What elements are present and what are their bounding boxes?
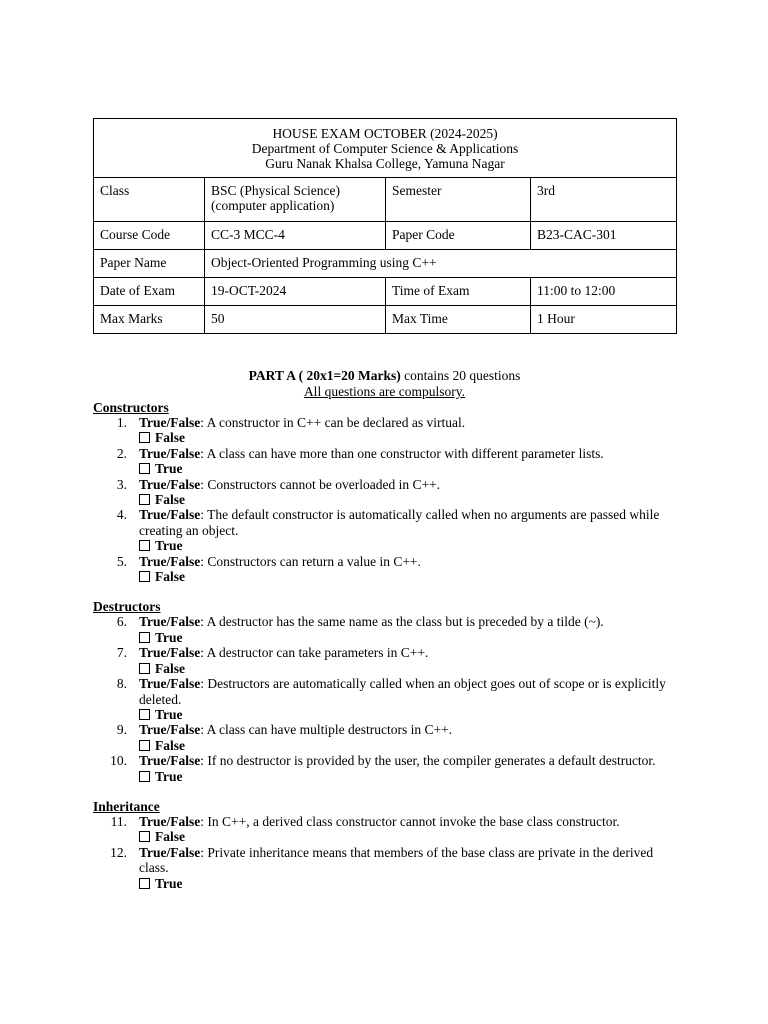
answer-value: False bbox=[155, 737, 185, 753]
question-number: 4. bbox=[116, 507, 127, 523]
checkbox-icon bbox=[139, 432, 150, 443]
question-item bbox=[93, 507, 676, 553]
question-text: : The default constructor is automatically called when no arguments are passed while creating an object. bbox=[139, 507, 660, 538]
question-item bbox=[93, 554, 676, 585]
section-inheritance bbox=[93, 799, 676, 891]
true-false-label: True/False bbox=[139, 553, 201, 569]
questions-area bbox=[93, 400, 676, 891]
section-title: Constructors bbox=[93, 400, 169, 415]
question-item bbox=[93, 446, 676, 477]
paper-name-label: Paper Name bbox=[94, 250, 205, 278]
date-value: 19-OCT-2024 bbox=[205, 278, 386, 306]
answer-value: False bbox=[155, 829, 185, 845]
section-gap bbox=[93, 584, 676, 599]
question-item bbox=[93, 753, 676, 784]
question-number: 2. bbox=[116, 445, 127, 461]
true-false-label: True/False bbox=[139, 415, 201, 430]
answer-value: True bbox=[155, 706, 183, 722]
question-item bbox=[93, 814, 676, 845]
course-code-value: CC-3 MCC-4 bbox=[205, 222, 386, 250]
question-number: 10. bbox=[110, 753, 127, 769]
answer-value: True bbox=[155, 875, 183, 891]
exam-info-table bbox=[93, 118, 677, 334]
answer-line bbox=[139, 876, 676, 891]
answer-value: False bbox=[155, 492, 185, 508]
part-a-heading bbox=[93, 368, 676, 400]
answer-line bbox=[139, 569, 676, 584]
question-number: 1. bbox=[116, 415, 127, 430]
answer-line bbox=[139, 492, 676, 507]
question-number: 7. bbox=[116, 645, 127, 661]
max-time-label: Max Time bbox=[386, 306, 531, 334]
answer-line bbox=[139, 430, 676, 445]
checkbox-icon bbox=[139, 831, 150, 842]
true-false-label: True/False bbox=[139, 844, 201, 860]
class-value bbox=[205, 178, 386, 222]
question-number: 3. bbox=[116, 476, 127, 492]
true-false-label: True/False bbox=[139, 507, 201, 523]
answer-value: False bbox=[155, 569, 185, 585]
exam-title: HOUSE EXAM OCTOBER (2024-2025) bbox=[272, 126, 498, 141]
question-number: 8. bbox=[116, 676, 127, 692]
question-item bbox=[93, 477, 676, 508]
department-name: Department of Computer Science & Applications bbox=[251, 141, 519, 156]
part-a-title-bold: PART A ( 20x1=20 Marks) bbox=[248, 368, 401, 383]
semester-value: 3rd bbox=[531, 178, 677, 222]
exam-header bbox=[94, 119, 677, 178]
part-a-title-rest: contains 20 questions bbox=[400, 368, 521, 383]
checkbox-icon bbox=[139, 771, 150, 782]
true-false-label: True/False bbox=[139, 476, 201, 492]
checkbox-icon bbox=[139, 463, 150, 474]
checkbox-icon bbox=[139, 632, 150, 643]
answer-value: True bbox=[155, 629, 183, 645]
paper-code-label: Paper Code bbox=[386, 222, 531, 250]
question-text: : A destructor has the same name as the class but is preceded by a tilde (~). bbox=[200, 614, 604, 630]
true-false-label: True/False bbox=[139, 645, 201, 661]
question-number: 12. bbox=[110, 844, 127, 860]
semester-label: Semester bbox=[386, 178, 531, 222]
section-title: Inheritance bbox=[93, 798, 160, 814]
question-text: : Private inheritance means that members of the base class are private in the derived class. bbox=[139, 844, 654, 876]
checkbox-icon bbox=[139, 709, 150, 720]
answer-value: False bbox=[155, 660, 185, 676]
time-value: 11:00 to 12:00 bbox=[531, 278, 677, 306]
question-text: : In C++, a derived class constructor cannot invoke the base class constructor. bbox=[200, 813, 620, 829]
question-text: : A class can have multiple destructors in C++. bbox=[200, 722, 453, 738]
answer-value: False bbox=[155, 430, 185, 446]
question-text: : Destructors are automatically called when an object goes out of scope or is explicitly deleted. bbox=[139, 676, 666, 707]
question-number: 9. bbox=[116, 722, 127, 738]
question-text: : Constructors cannot be overloaded in C++. bbox=[200, 476, 441, 492]
question-item bbox=[93, 614, 676, 645]
answer-value: True bbox=[155, 768, 183, 784]
max-time-value: 1 Hour bbox=[531, 306, 677, 334]
true-false-label: True/False bbox=[139, 614, 201, 630]
true-false-label: True/False bbox=[139, 722, 201, 738]
answer-line bbox=[139, 829, 676, 844]
question-number: 11. bbox=[110, 813, 127, 829]
checkbox-icon bbox=[139, 494, 150, 505]
part-a-subtitle: All questions are compulsory. bbox=[303, 384, 466, 399]
answer-line bbox=[139, 738, 676, 753]
true-false-label: True/False bbox=[139, 813, 201, 829]
answer-line bbox=[139, 769, 676, 784]
section-constructors bbox=[93, 400, 676, 584]
paper-code-value: B23-CAC-301 bbox=[531, 222, 677, 250]
answer-line bbox=[139, 461, 676, 476]
checkbox-icon bbox=[139, 663, 150, 674]
true-false-label: True/False bbox=[139, 445, 201, 461]
max-marks-value: 50 bbox=[205, 306, 386, 334]
question-item bbox=[93, 415, 676, 446]
question-item bbox=[93, 845, 676, 891]
question-item bbox=[93, 676, 676, 722]
section-gap bbox=[93, 784, 676, 799]
question-item bbox=[93, 722, 676, 753]
question-text: : A constructor in C++ can be declared as virtual. bbox=[200, 415, 466, 430]
question-number: 5. bbox=[116, 553, 127, 569]
class-label: Class bbox=[94, 178, 205, 222]
checkbox-icon bbox=[139, 740, 150, 751]
answer-value: True bbox=[155, 538, 183, 554]
section-destructors bbox=[93, 599, 676, 783]
question-item bbox=[93, 645, 676, 676]
answer-line bbox=[139, 707, 676, 722]
part-a-title bbox=[93, 368, 676, 384]
time-label: Time of Exam bbox=[386, 278, 531, 306]
question-text: : A class can have more than one constructor with different parameter lists. bbox=[200, 445, 604, 461]
question-list bbox=[93, 814, 676, 891]
checkbox-icon bbox=[139, 540, 150, 551]
answer-line bbox=[139, 661, 676, 676]
paper-name-value: Object-Oriented Programming using C++ bbox=[205, 250, 677, 278]
date-label: Date of Exam bbox=[94, 278, 205, 306]
true-false-label: True/False bbox=[139, 676, 201, 692]
answer-line bbox=[139, 630, 676, 645]
max-marks-label: Max Marks bbox=[94, 306, 205, 334]
question-text: : A destructor can take parameters in C++. bbox=[200, 645, 429, 661]
course-code-label: Course Code bbox=[94, 222, 205, 250]
class-value-line2: (computer application) bbox=[211, 198, 335, 213]
answer-value: True bbox=[155, 461, 183, 477]
question-list bbox=[93, 614, 676, 783]
true-false-label: True/False bbox=[139, 753, 201, 769]
class-value-line1: BSC (Physical Science) bbox=[211, 183, 340, 198]
question-list bbox=[93, 415, 676, 584]
checkbox-icon bbox=[139, 571, 150, 582]
question-text: : Constructors can return a value in C++. bbox=[200, 553, 421, 569]
checkbox-icon bbox=[139, 878, 150, 889]
section-title: Destructors bbox=[93, 599, 161, 615]
question-number: 6. bbox=[116, 614, 127, 630]
question-text: : If no destructor is provided by the user, the compiler generates a default destructor. bbox=[200, 753, 656, 769]
answer-line bbox=[139, 538, 676, 553]
college-name: Guru Nanak Khalsa College, Yamuna Nagar bbox=[265, 156, 505, 171]
